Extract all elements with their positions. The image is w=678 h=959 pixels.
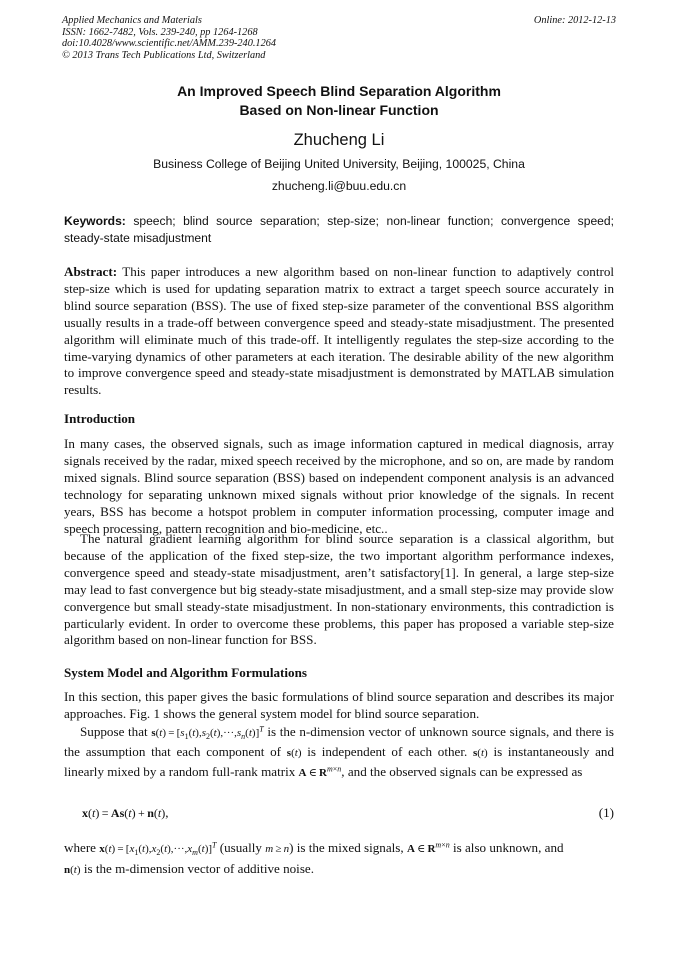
author-name: Zhucheng Li xyxy=(293,131,385,149)
sys-p3-text-d: is also unknown, and xyxy=(452,840,564,855)
formula-source-vector: $s(t) = [s_1(t),s_2(t),\cdot\cdot\cdot,s_n(t)]^T$ xyxy=(151,724,264,742)
introduction-paragraph-1: In many cases, the observed signals, such as image information captured in medical diagnosis, array signals received by the radar, mixed speech received by the microphone, and so on, are made by random mixed signals. Blind source separation (BSS) based on independent component analysis is an advanced technology for separating unknown mixed signals without prior knowledge of the signals. In recent years, BSS has become a hotspot problem in computer information processing, computer image and speech processing, pattern recognition and bio-medicine, etc.. xyxy=(64,436,614,536)
sys-p2-text-c: is independent of each other. xyxy=(307,743,468,759)
formula-m-ge-n: m ≥ n xyxy=(265,843,290,855)
system-model-heading: System Model and Algorithm Formulations xyxy=(64,665,307,680)
keywords-label: Keywords: xyxy=(64,214,126,228)
formula-matrix-a: A ∈ $R^{m\times n}$ xyxy=(298,763,342,779)
sys-p3-text-a: where xyxy=(64,840,96,855)
journal-doi: doi:10.4028/www.scientific.net/AMM.239-240.1264 xyxy=(62,38,277,49)
equation-1-formula: x(t) = As(t) + n(t) xyxy=(82,806,166,820)
system-paragraph-1: In this section, this paper gives the basic formulations of blind source separation and describes its major approaches. Fig. 1 shows the general system model for blind source separation. xyxy=(64,689,614,721)
abstract-label: Abstract: xyxy=(64,264,118,279)
sys-p2-text-d: is instantaneously and linearly mixed by a random full-rank matrix xyxy=(64,743,615,779)
journal-name: Applied Mechanics and Materials xyxy=(62,15,202,26)
abstract xyxy=(64,264,614,399)
sys-p3-text-e: is the m-dimension vector of additive noise. xyxy=(83,861,314,876)
formula-matrix-a-2: A ∈ $R^{m\times n}$ xyxy=(406,840,450,855)
introduction-paragraph-2: The natural gradient learning algorithm for blind source separation is a classical algorithm, but because of the application of the fixed step-size, the two important algorithm performance indexes, convergence speed and steady-state misadjustment, aren’t satisfactory[1]. In general, a large step-size may lead to fast convergence but big steady-state misadjustment, and a small step-size may provide slow convergence but small steady-state misadjustment. In non-stationary environments, this contradiction is particularly evident. In order to overcome these problems, this paper has proposed a variable step-size algorithm based on non-linear function for BSS. xyxy=(64,531,614,648)
keywords xyxy=(64,213,614,246)
journal-issn: ISSN: 1662-7482, Vols. 239-240, pp 1264-1268 xyxy=(62,26,258,38)
system-paragraph-2 xyxy=(64,723,614,782)
abstract-text: This paper introduces a new algorithm based on non-linear function to adaptively control step-size which is used for updating separation matrix to extract a target speech source accurately in blind source separation (BSS). The use of fixed step-size parameter of the conventional BSS algorithm usually results in a trade-off between convergence speed and steady-state misadjustment. The presented algorithm will eliminate much of this trade-off. It intelligently regulates the step-size according to the time-varying dynamics of other parameters at each iteration. The desirable ability of the new algorithm to improve convergence speed and steady-state misadjustment is demonstrated by MATLAB simulation results. xyxy=(64,264,615,398)
formula-mixed-vector: $x(t) = [x_1(t),x_2(t),\cdot\cdot\cdot,x_m(t)]^T$ xyxy=(99,840,217,858)
system-paragraph-3 xyxy=(64,838,614,880)
introduction-heading: Introduction xyxy=(64,411,136,426)
equation-1 xyxy=(82,805,614,823)
title-line-2: Based on Non-linear Function xyxy=(239,102,439,118)
equation-1-comma: , xyxy=(165,805,169,820)
sys-p2-text-a: Suppose that xyxy=(80,724,148,739)
sys-p3-text-c: ) is the mixed signals, xyxy=(289,840,404,855)
paper-title xyxy=(62,82,616,120)
online-date: Online: 2012-12-13 xyxy=(533,15,616,26)
author-affiliation: Business College of Beijing United University, Beijing, 100025, China xyxy=(153,157,525,171)
sys-p2-text-e: , and the observed signals can be expressed as xyxy=(341,763,583,779)
title-line-1: An Improved Speech Blind Separation Algorithm xyxy=(177,83,501,99)
author-email: zhucheng.li@buu.edu.cn xyxy=(271,179,407,193)
sys-p3-text-b: (usually xyxy=(219,840,262,855)
journal-copyright: © 2013 Trans Tech Publications Ltd, Switzerland xyxy=(62,49,266,61)
sys-p2-text-b: is the n-dimension vector of unknown source signals, and there is the assumption that each component of xyxy=(64,724,614,759)
formula-noise-vector: n(t) xyxy=(64,864,81,876)
equation-1-number: (1) xyxy=(598,805,614,820)
formula-s-t-2: s(t) xyxy=(473,746,488,759)
formula-s-t: s(t) xyxy=(286,746,302,759)
journal-header xyxy=(62,15,622,61)
keywords-text: speech; blind source separation; step-size; non-linear function; convergence speed; steady-state misadjustment xyxy=(64,214,614,245)
